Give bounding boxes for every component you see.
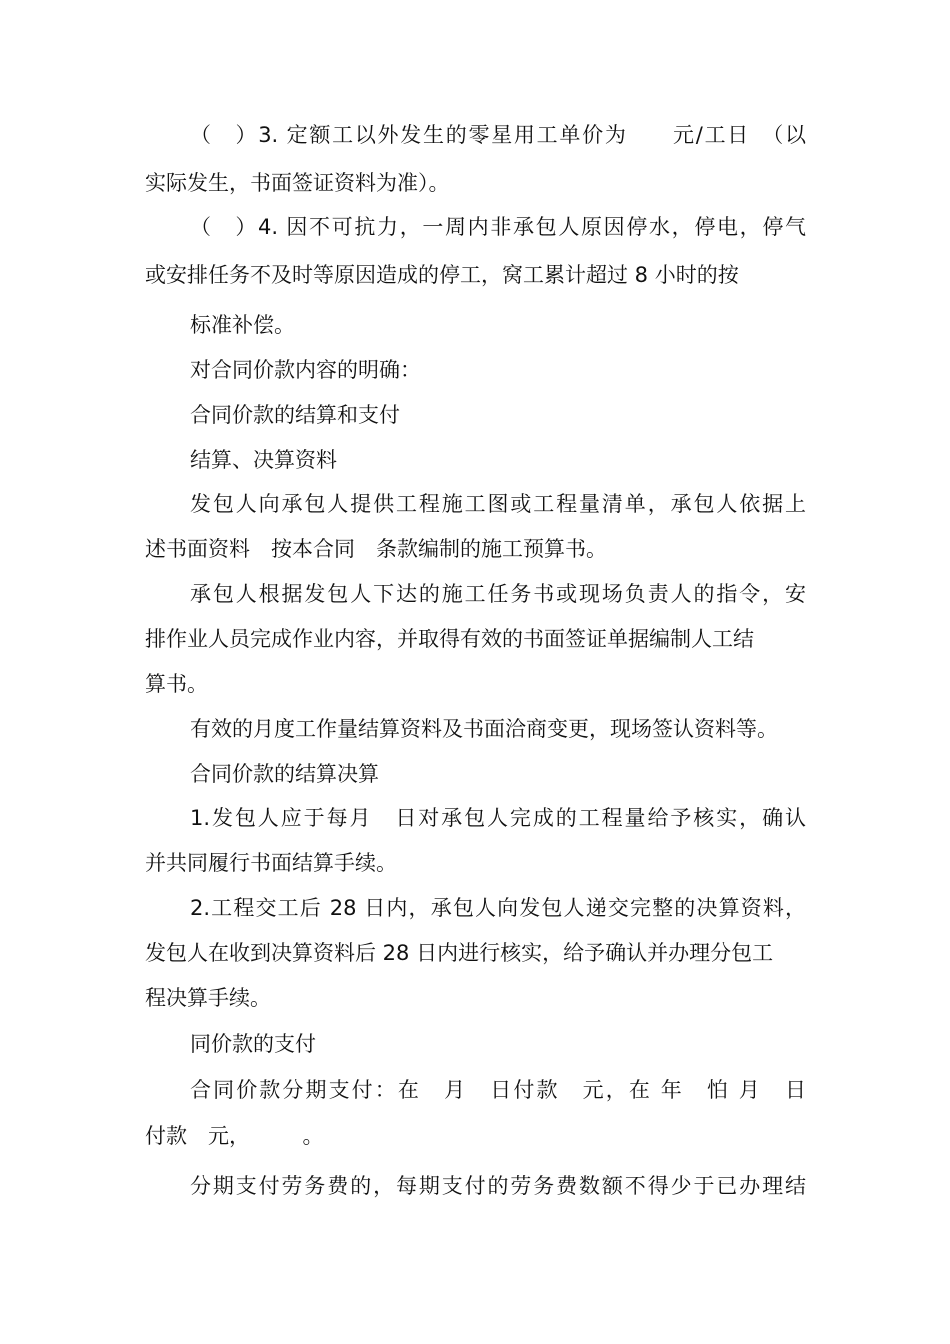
section-heading: 结算、决算资料	[190, 448, 337, 472]
text-line: 发包人向承包人提供工程施工图或工程量清单，承包人依据上	[190, 492, 806, 516]
text-line: 或安排任务不及时等原因造成的停工，窝工累计超过 8 小时的按	[145, 263, 739, 287]
text-line: （ ）4. 因不可抗力，一周内非承包人原因停水，停电，停气	[190, 215, 806, 239]
text-line: 1.发包人应于每月 日对承包人完成的工程量给予核实，确认	[190, 806, 806, 830]
text-line: 承包人根据发包人下达的施工任务书或现场负责人的指令，安	[190, 582, 806, 606]
text-line: 实际发生，书面签证资料为准）。	[145, 171, 450, 195]
text-line: 排作业人员完成作业内容，并取得有效的书面签证单据编制人工结	[145, 627, 754, 651]
text-line: 合同价款分期支付：在 月 日付款 元，在 年 怕 月 日	[190, 1078, 806, 1102]
text-line: 程决算手续。	[145, 986, 271, 1010]
text-line: 发包人在收到决算资料后 28 日内进行核实，给予确认并办理分包工	[145, 941, 774, 965]
section-heading: 同价款的支付	[190, 1032, 316, 1056]
text-line: 有效的月度工作量结算资料及书面洽商变更，现场签认资料等。	[190, 717, 778, 741]
text-line: （ ）3. 定额工以外发生的零星用工单价为 元/工日 （以	[190, 123, 806, 147]
text-line: 并共同履行书面结算手续。	[145, 851, 397, 875]
text-line: 标准补偿。	[190, 313, 295, 337]
section-heading: 合同价款的结算决算	[190, 762, 379, 786]
section-heading: 合同价款的结算和支付	[190, 403, 400, 427]
text-line: 2.工程交工后 28 日内，承包人向发包人递交完整的决算资料，	[190, 896, 806, 920]
text-line: 述书面资料 按本合同 条款编制的施工预算书。	[145, 537, 607, 561]
text-line: 对合同价款内容的明确：	[190, 358, 421, 382]
text-line: 算书。	[145, 672, 208, 696]
text-line: 付款 元， 。	[145, 1124, 324, 1148]
text-line: 分期支付劳务费的，每期支付的劳务费数额不得少于已办理结	[190, 1174, 806, 1198]
